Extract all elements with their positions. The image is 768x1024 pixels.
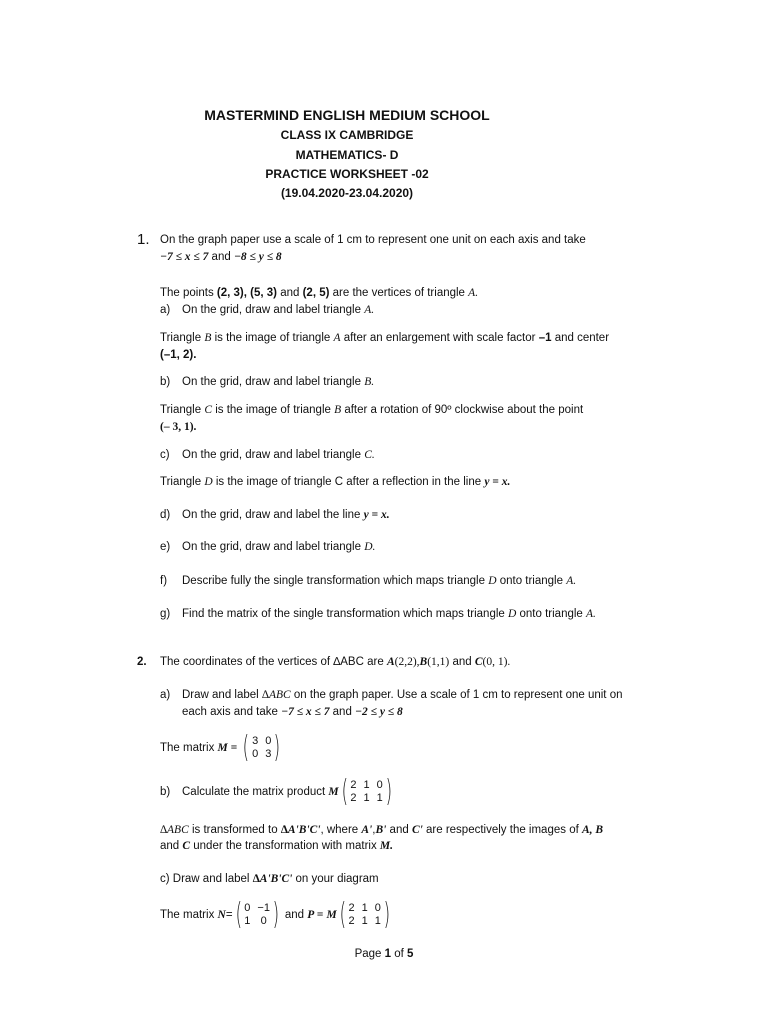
q1-g-a: A. (586, 608, 596, 620)
q2-b-label: b) (160, 786, 171, 799)
footer-page-of: of (394, 948, 404, 960)
q2-t-img: ∆A'B'C' (280, 824, 321, 836)
q1-d-line: y = x. (363, 509, 390, 521)
q1-g-d: D (508, 608, 517, 620)
q2-part-a (160, 689, 623, 701)
q1-b-label: b) (160, 376, 171, 388)
q1-a-tri: A. (364, 304, 375, 316)
q2-mn-and: and (284, 909, 305, 922)
matrix-m-cell: 0 (252, 748, 259, 760)
q1-tc-post: after a rotation of 90º clockwise about the point (344, 404, 584, 416)
q2-a-line2 (182, 706, 403, 718)
q1-f-mid: onto triangle (499, 575, 563, 587)
q1-range-x: −7 ≤ x ≤ 7 (160, 251, 209, 263)
q2-t-and: and (389, 824, 409, 836)
matrix-b: ( 2 1 0 2 1 1 ) (341, 774, 392, 809)
q2-transform-line2 (160, 840, 393, 852)
q2-mm-pre: The matrix (160, 742, 215, 755)
matrix-b-cell: 1 (376, 792, 383, 804)
q2-a-line2-text: each axis and take (182, 706, 278, 718)
q2-t-comma: , (372, 824, 376, 836)
matrix-m-cell: 3 (252, 735, 259, 747)
worksheet-title: PRACTICE WORKSHEET -02 (265, 167, 429, 181)
q2-a-tri: ∆ABC (261, 689, 291, 701)
q2-a-pre: Draw and label (182, 689, 259, 701)
q2-matrix-m (160, 730, 283, 765)
q1-tc-point: (– 3, 1). (160, 421, 197, 433)
q2-t-m: M. (379, 840, 394, 852)
q1-c-label: c) (160, 449, 170, 461)
q1-points-post: are the vertices of triangle (332, 287, 465, 299)
q1-e-text: On the grid, draw and label triangle (182, 541, 361, 553)
matrix-p-cell: 2 (348, 902, 355, 914)
q1-a-label: a) (160, 304, 171, 316)
q2-a-range-x: −7 ≤ x ≤ 7 (281, 706, 330, 718)
class-title: CLASS IX CAMBRIDGE (280, 128, 414, 142)
q2-mp-m: M (326, 909, 337, 922)
q1-b-tri: B. (364, 376, 375, 388)
q1-part-e (160, 541, 375, 553)
q2-transform-line1 (160, 824, 603, 836)
q2-c: C (474, 656, 483, 668)
matrix-p: ( 2 1 0 2 1 1 ) (339, 897, 390, 932)
q2-part-b (160, 774, 394, 809)
q1-c-tri: C. (364, 449, 375, 461)
footer-page-pre: Page (354, 948, 382, 960)
q1-tb-post: after an enlargement with scale factor (343, 332, 536, 344)
q2-t-c: C (182, 840, 191, 852)
q1-tb-scale-factor: –1 (538, 332, 552, 344)
q2-intro-text: The coordinates of the vertices of ∆ABC are (160, 656, 384, 668)
q1-tb-end: and center (554, 332, 610, 344)
q1-tb-a: A (333, 332, 341, 344)
q2-a-range-and: and (332, 706, 352, 718)
q2-t-line2-post: under the transformation with matrix (193, 840, 377, 852)
q1-td-d: D (204, 476, 213, 488)
q1-g-label: g) (160, 608, 171, 620)
q1-tb-center: (–1, 2). (160, 349, 197, 361)
q1-tri-a: A. (468, 287, 479, 299)
worksheet-dates: (19.04.2020-23.04.2020) (280, 186, 414, 200)
q1-part-g (160, 608, 596, 620)
q1-range-and: and (211, 251, 231, 263)
q2-intro (160, 656, 510, 668)
q2-t-where: , where (320, 824, 359, 836)
q1-intro: On the graph paper use a scale of 1 cm to represent one unit on each axis and take (160, 234, 586, 246)
q2-t-c1: C' (411, 824, 423, 836)
matrix-b-cell: 0 (376, 779, 383, 791)
footer-page-total: 5 (407, 948, 414, 960)
q1-b-text: On the grid, draw and label triangle (182, 376, 361, 388)
matrix-b-cell: 1 (363, 792, 370, 804)
q2-a: A (386, 656, 395, 668)
q2-mn-eq: = (225, 909, 233, 922)
q1-e-label: e) (160, 541, 171, 553)
question-2-number: 2. (137, 656, 147, 668)
q2-t-b1: B' (375, 824, 387, 836)
q1-part-d (160, 509, 390, 521)
q1-point-3: (2, 5) (302, 287, 330, 299)
q2-t-ab: A, B (582, 824, 604, 836)
q1-point-2: (5, 3) (250, 287, 277, 299)
q1-triangle-c-desc (160, 404, 583, 416)
q2-b: B (419, 656, 428, 668)
matrix-m: ( 3 0 0 3 ) (243, 730, 281, 765)
q1-g-text: Find the matrix of the single transformation which maps triangle (182, 608, 505, 620)
matrix-p-cell: 2 (348, 915, 355, 927)
q1-tc-b: B (334, 404, 342, 416)
q1-d-text: On the grid, draw and label the line (182, 509, 361, 521)
q1-points (160, 287, 478, 299)
matrix-b-cell: 1 (363, 779, 370, 791)
q2-part-c (160, 873, 379, 885)
q1-tb-b: B (204, 332, 212, 344)
q2-a-post: on the graph paper. Use a scale of 1 cm to represent one unit on (293, 689, 623, 701)
q1-f-label: f) (160, 575, 168, 587)
q1-f-d: D (488, 575, 497, 587)
q2-t-pre: ∆ABC (160, 824, 189, 836)
footer-page-num: 1 (384, 948, 392, 960)
matrix-m-cell: 0 (265, 735, 272, 747)
q1-point-1: (2, 3), (216, 287, 247, 299)
q1-points-and: and (280, 287, 300, 299)
q2-b-coord: (1,1) (427, 656, 450, 668)
q2-b-text: Calculate the matrix product (182, 786, 326, 799)
q2-mm-eq: M = (217, 742, 238, 755)
q1-tb-pre: Triangle (160, 332, 202, 344)
q1-range (160, 251, 282, 263)
matrix-m-cell: 3 (265, 748, 272, 760)
matrix-b-cell: 2 (350, 792, 357, 804)
q1-tc-c: C (204, 404, 212, 416)
q1-part-a (160, 304, 374, 316)
q1-td-pre: Triangle (160, 476, 202, 488)
q2-c-post: on your diagram (295, 873, 379, 885)
matrix-n-cell: 0 (260, 915, 267, 927)
matrix-b-cell: 2 (350, 779, 357, 791)
matrix-p-cell: 1 (361, 915, 368, 927)
q1-td-post: is the image of triangle C after a reflection in the line (215, 476, 482, 488)
q1-points-pre: The points (160, 287, 214, 299)
q1-f-a: A. (566, 575, 577, 587)
q1-e-tri: D. (364, 541, 376, 553)
q1-a-text: On the grid, draw and label triangle (182, 304, 361, 316)
q2-matrix-n-p (160, 897, 393, 932)
q1-tb-mid: is the image of triangle (214, 332, 331, 344)
q1-td-line: y = x. (484, 476, 511, 488)
q1-tc-mid: is the image of triangle (215, 404, 331, 416)
q1-g-mid: onto triangle (519, 608, 583, 620)
q2-a-coord: (2,2), (394, 656, 420, 668)
matrix-n: ( 0 −1 1 0 ) (235, 897, 280, 932)
matrix-n-cell: −1 (257, 902, 270, 914)
q2-a-label: a) (160, 689, 171, 701)
school-name: MASTERMIND ENGLISH MEDIUM SCHOOL (204, 107, 490, 123)
page-footer (0, 948, 768, 960)
matrix-n-cell: 1 (244, 915, 251, 927)
subject-title: MATHEMATICS- D (295, 148, 399, 162)
q2-c-text: c) Draw and label (160, 873, 250, 885)
q2-t-mid: is transformed to (191, 824, 278, 836)
matrix-n-cell: 0 (244, 902, 251, 914)
q1-part-c (160, 449, 375, 461)
q1-f-text: Describe fully the single transformation which maps triangle (182, 575, 485, 587)
q1-range-y: −8 ≤ y ≤ 8 (233, 251, 282, 263)
matrix-p-cell: 1 (361, 902, 368, 914)
q2-mn-n: N (217, 909, 226, 922)
q1-triangle-b-desc (160, 332, 609, 344)
question-1-number: 1. (137, 231, 150, 248)
q2-c-coord: (0, 1). (482, 656, 511, 668)
q2-b-m: M (328, 786, 339, 799)
matrix-p-cell: 1 (374, 915, 381, 927)
matrix-p-cell: 0 (374, 902, 381, 914)
q2-mn-pre: The matrix (160, 909, 215, 922)
q2-t-a1: A' (361, 824, 373, 836)
q2-t-line2-and: and (160, 840, 180, 852)
q1-part-f (160, 575, 576, 587)
q1-part-b (160, 376, 374, 388)
q2-c-tri: ∆A'B'C' (252, 873, 293, 885)
q2-a-range-y: −2 ≤ y ≤ 8 (355, 706, 403, 718)
q2-and: and (452, 656, 472, 668)
q1-c-text: On the grid, draw and label triangle (182, 449, 361, 461)
q1-d-label: d) (160, 509, 171, 521)
q1-tc-pre: Triangle (160, 404, 202, 416)
q2-t-post: are respectively the images of (426, 824, 579, 836)
q1-triangle-d-desc (160, 476, 510, 488)
q2-mp-eq: P = (307, 909, 324, 922)
